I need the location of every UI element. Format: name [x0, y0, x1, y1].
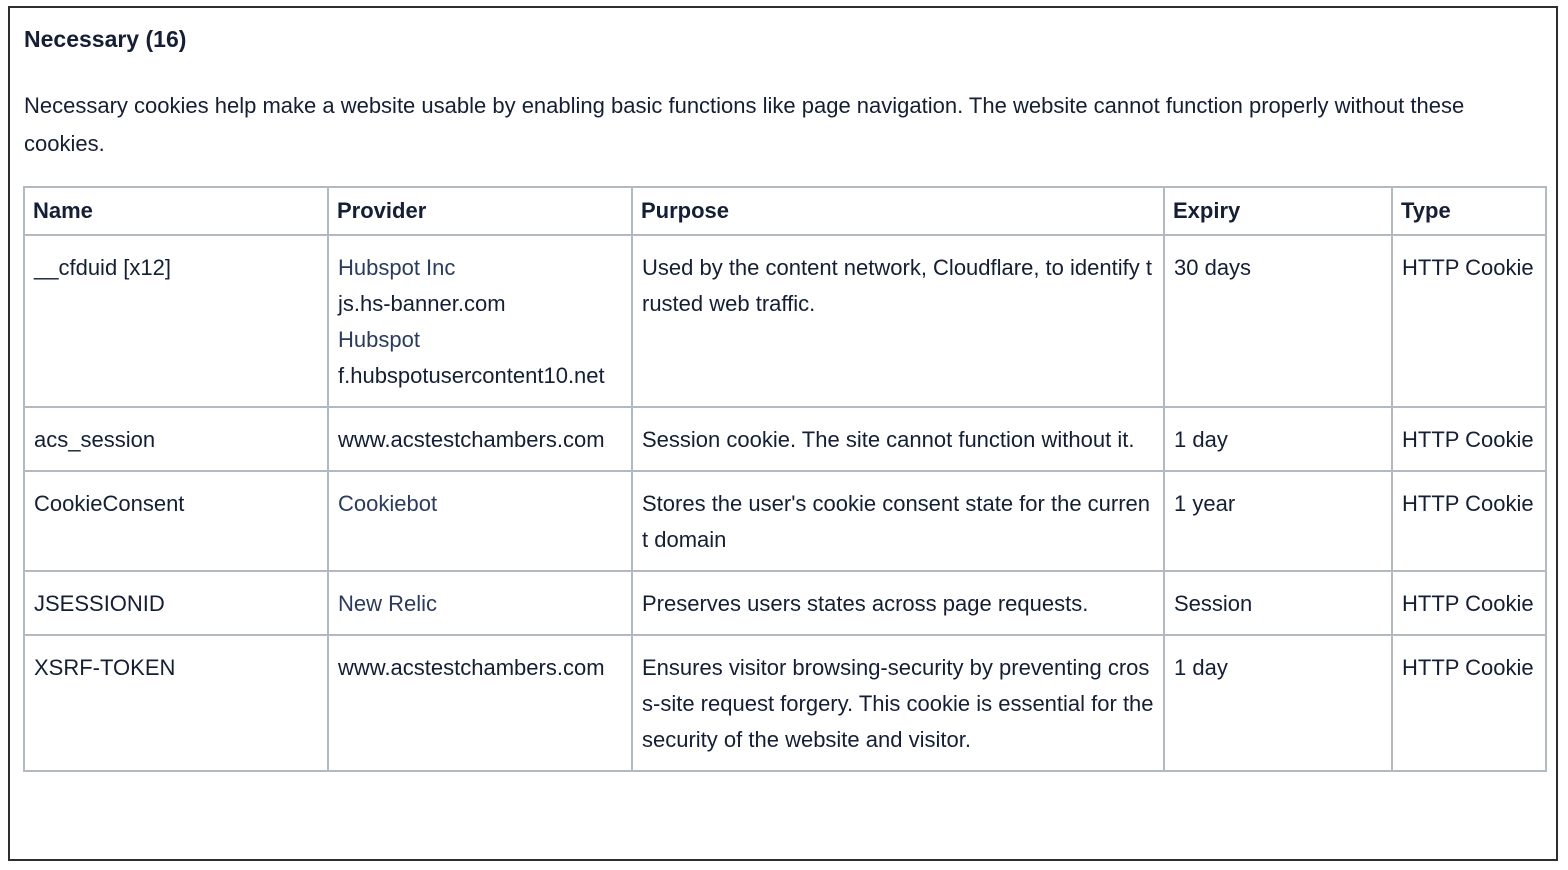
table-row [24, 235, 1546, 407]
column-header-expiry: Expiry [1164, 187, 1392, 235]
table-header-row [24, 187, 1546, 235]
column-header-name: Name [24, 187, 328, 235]
category-title: Necessary (16) [24, 26, 187, 52]
cookie-category-panel [8, 6, 1558, 861]
table-row [24, 471, 1546, 571]
cookie-expiry: 1 day [1164, 635, 1392, 771]
cookie-type: HTTP Cookie [1392, 471, 1546, 571]
cookie-type: HTTP Cookie [1392, 407, 1546, 471]
column-header-purpose: Purpose [632, 187, 1164, 235]
provider-host: www.acstestchambers.com [338, 655, 605, 680]
provider-link[interactable]: New Relic [338, 591, 438, 616]
cookie-expiry: 30 days [1164, 235, 1392, 407]
provider-link[interactable]: Hubspot Inc [338, 255, 456, 280]
cookie-name: CookieConsent [24, 471, 328, 571]
cookie-type: HTTP Cookie [1392, 235, 1546, 407]
cookie-purpose: Used by the content network, Cloudflare, to identify trusted web traffic. [632, 235, 1164, 407]
cookie-type: HTTP Cookie [1392, 571, 1546, 635]
column-header-provider: Provider [328, 187, 632, 235]
cookie-type: HTTP Cookie [1392, 635, 1546, 771]
table-row [24, 571, 1546, 635]
cookie-expiry: 1 day [1164, 407, 1392, 471]
cookie-purpose: Ensures visitor browsing-security by preventing cross-site request forgery. This cookie is essential for the security of the website and visitor. [632, 635, 1164, 771]
provider-link[interactable]: Cookiebot [338, 491, 438, 516]
provider-host: f.hubspotusercontent10.net [338, 363, 605, 388]
cookie-table [23, 186, 1547, 772]
table-row [24, 407, 1546, 471]
cookie-expiry: Session [1164, 571, 1392, 635]
cookie-name: XSRF-TOKEN [24, 635, 328, 771]
cookie-name: JSESSIONID [24, 571, 328, 635]
provider-link[interactable]: Hubspot [338, 327, 420, 352]
cookie-provider [328, 471, 632, 571]
cookie-provider [328, 235, 632, 407]
cookie-provider [328, 571, 632, 635]
cookie-purpose: Session cookie. The site cannot function without it. [632, 407, 1164, 471]
cookie-purpose: Stores the user's cookie consent state for the current domain [632, 471, 1164, 571]
cookie-name: acs_session [24, 407, 328, 471]
cookie-name: __cfduid [x12] [24, 235, 328, 407]
column-header-type: Type [1392, 187, 1546, 235]
cookie-provider [328, 635, 632, 771]
cookie-expiry: 1 year [1164, 471, 1392, 571]
provider-host: js.hs-banner.com [338, 291, 506, 316]
cookie-provider [328, 407, 632, 471]
cookie-purpose: Preserves users states across page requests. [632, 571, 1164, 635]
table-row [24, 635, 1546, 771]
provider-host: www.acstestchambers.com [338, 427, 605, 452]
category-description: Necessary cookies help make a website usable by enabling basic functions like page navigation. The website cannot function properly without these cookies. [24, 93, 1465, 156]
